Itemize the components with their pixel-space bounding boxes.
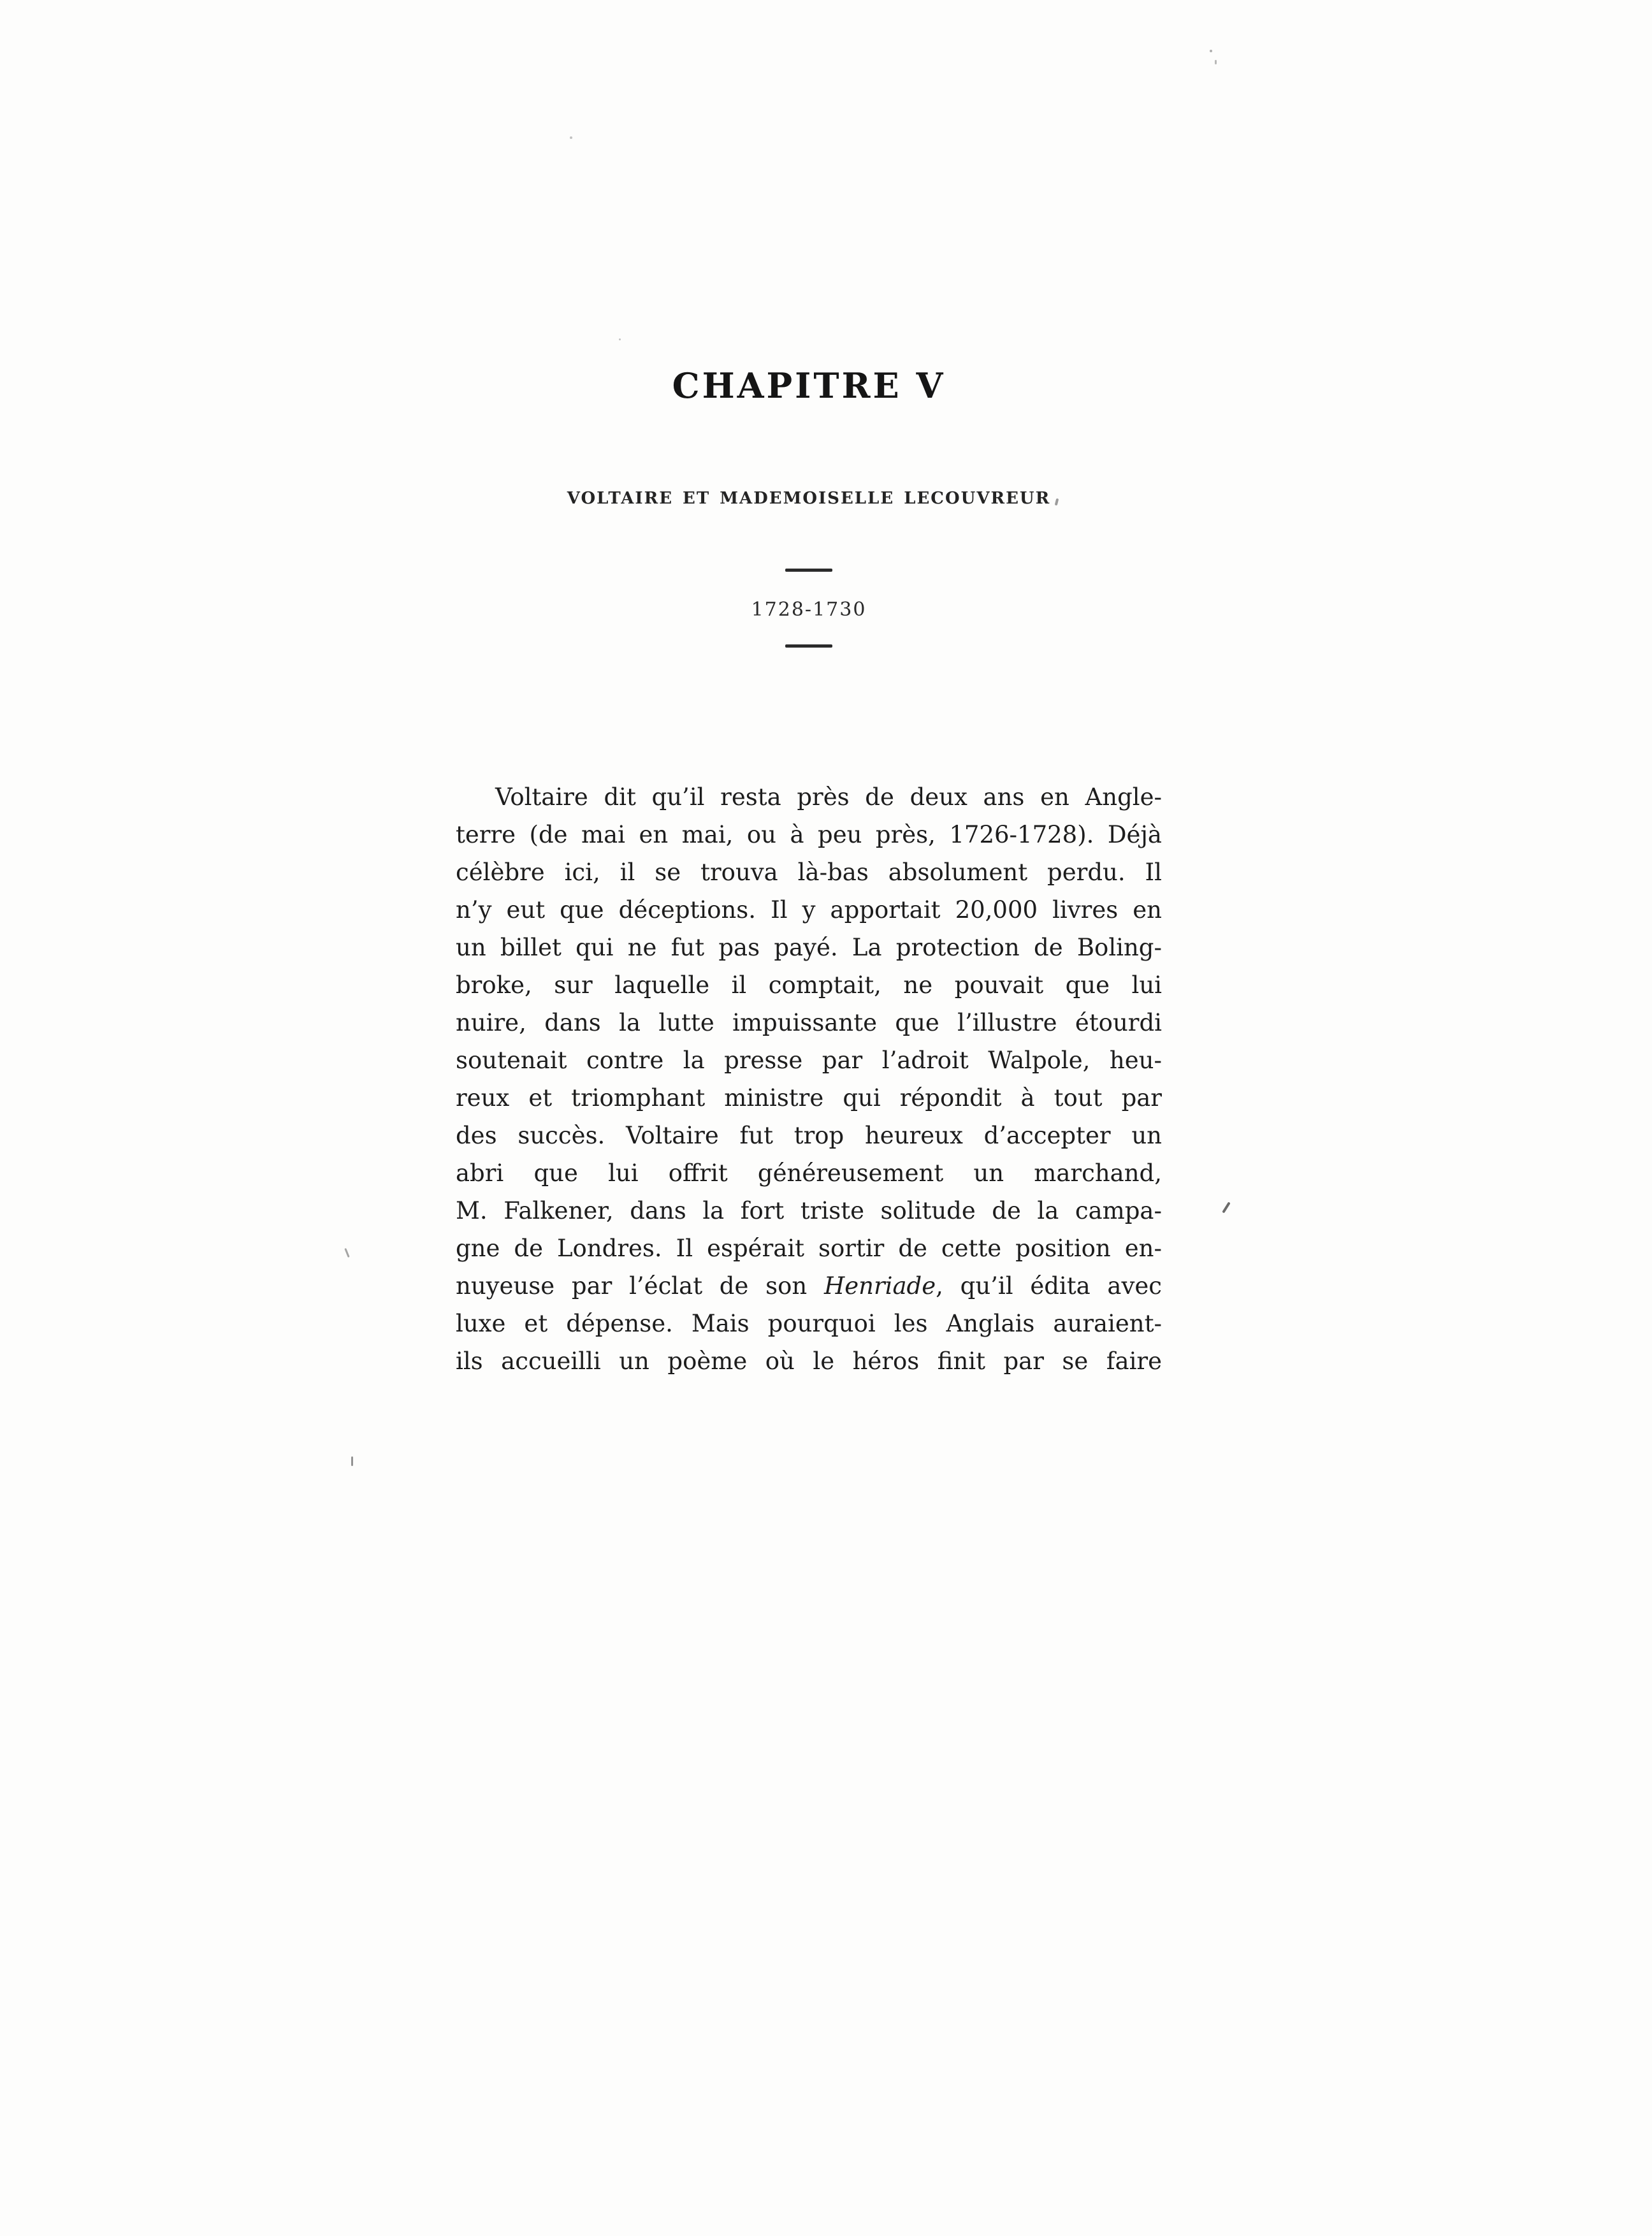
text-line: broke, sur laquelle il comptait, ne pouvait que lui <box>456 971 1162 999</box>
chapter-heading: CHAPITRE V <box>672 365 946 406</box>
text-line: gne de Londres. Il espérait sortir de cette position en- <box>456 1235 1162 1262</box>
scan-artifact <box>1210 50 1212 52</box>
date-range: 1728-1730 <box>751 599 867 621</box>
scan-artifact <box>1215 60 1217 64</box>
scan-artifact <box>570 136 572 139</box>
text-line: n’y eut que déceptions. Il y apportait 20,000 livres en <box>456 896 1162 924</box>
text-line: des succès. Voltaire fut trop heureux d’accepter un <box>456 1122 1162 1149</box>
italic-word: Henriade <box>823 1272 936 1300</box>
text-line: M. Falkener, dans la fort triste solitude de la campa- <box>456 1197 1162 1224</box>
text-line: luxe et dépense. Mais pourquoi les Anglais auraient- <box>456 1310 1162 1337</box>
text-line: terre (de mai en mai, ou à peu près, 1726-1728). Déjà <box>456 821 1162 848</box>
text-line: nuire, dans la lutte impuissante que l’illustre étourdi <box>456 1009 1162 1036</box>
text-line: abri que lui offrit généreusement un marchand, <box>456 1159 1162 1187</box>
divider-bottom <box>785 644 832 648</box>
body-paragraph <box>456 778 1162 1380</box>
text-line: célèbre ici, il se trouva là-bas absolument perdu. Il <box>456 859 1162 886</box>
text-column <box>456 0 1162 1380</box>
chapter-subtitle: VOLTAIRE ET MADEMOISELLE LECOUVREUR <box>567 489 1051 508</box>
text-line: Voltaire dit qu’il resta près de deux ans en Angle- <box>495 783 1162 811</box>
text-line: ils accueilli un poème où le héros finit par se faire <box>456 1347 1162 1375</box>
scan-artifact <box>351 1456 353 1466</box>
scan-artifact <box>619 338 621 340</box>
scan-artifact <box>344 1248 349 1258</box>
divider-top <box>785 569 832 572</box>
text-line: un billet qui ne fut pas payé. La protection de Boling- <box>456 934 1162 961</box>
text-line: soutenait contre la presse par l’adroit Walpole, heu- <box>456 1047 1162 1074</box>
scan-artifact <box>1222 1201 1230 1213</box>
text-segment: nuyeuse par l’éclat de son <box>456 1272 824 1300</box>
text-segment: , qu’il édita avec <box>936 1272 1162 1300</box>
text-line: reux et triomphant ministre qui répondit à tout par <box>456 1084 1162 1112</box>
text-line-with-italic <box>456 1267 1162 1305</box>
